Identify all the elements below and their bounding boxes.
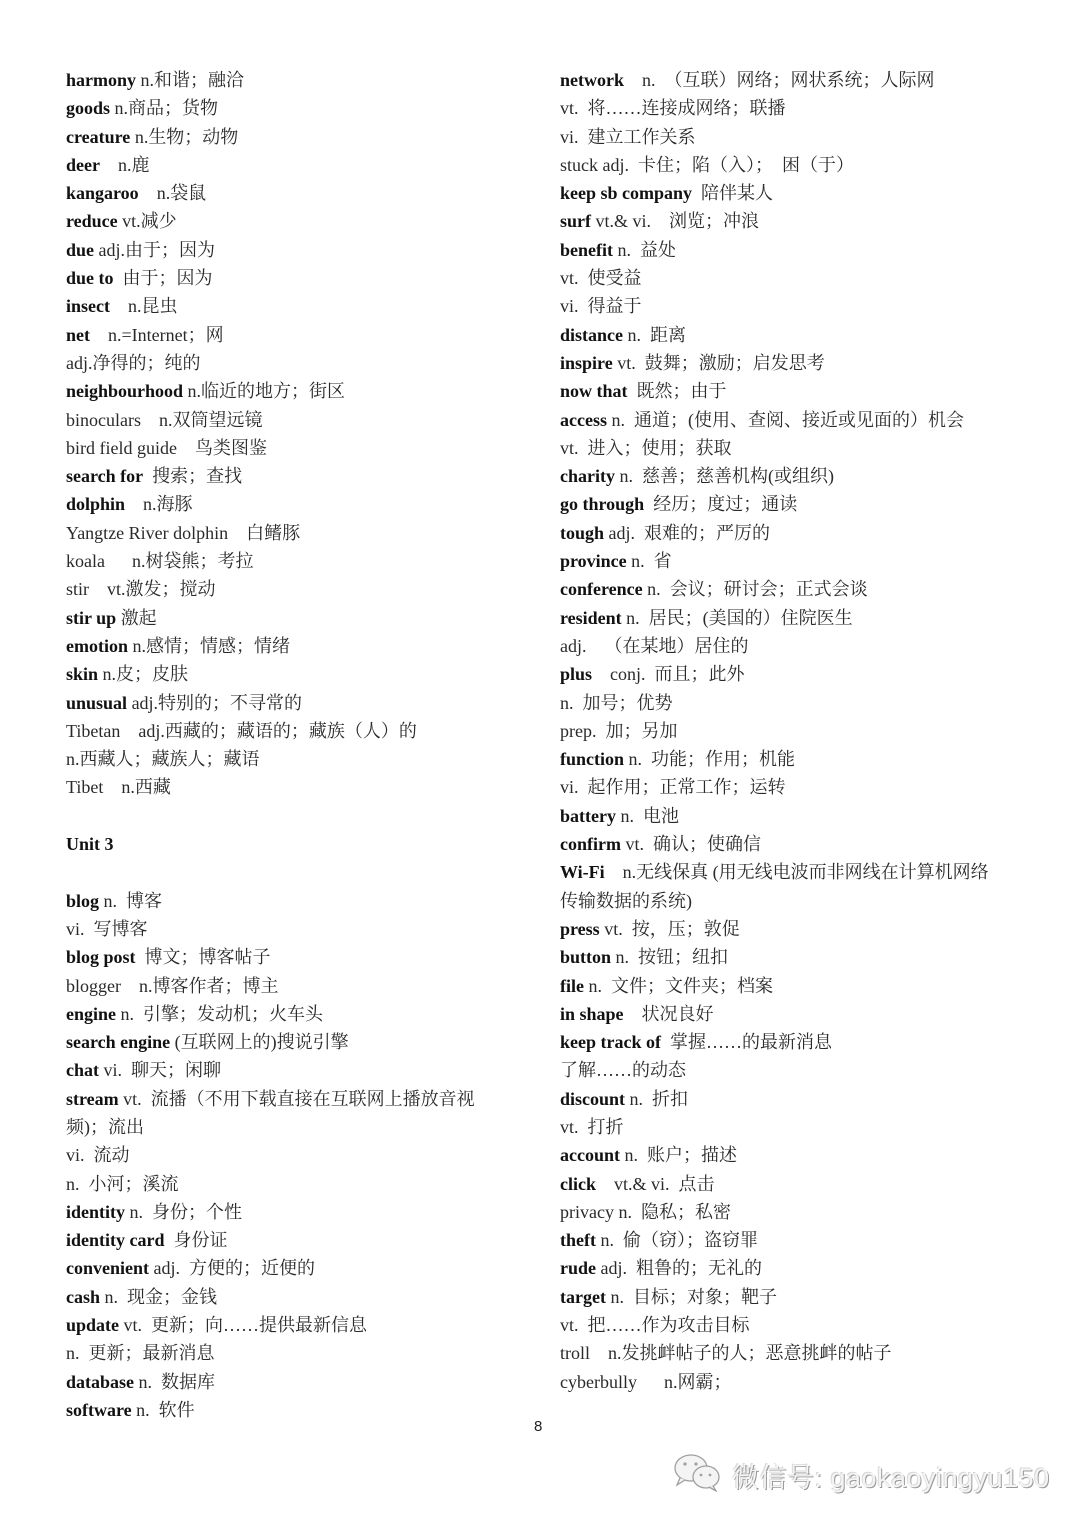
- vocab-term: reduce: [66, 211, 118, 232]
- vocab-term: keep track of: [560, 1032, 661, 1053]
- vocab-definition: n. 身份；个性: [125, 1201, 243, 1222]
- vocab-entry: [66, 1170, 536, 1198]
- vocab-term: cash: [66, 1286, 101, 1307]
- vocab-definition: adj. （在某地）居住的: [560, 635, 749, 656]
- vocab-definition: adj. 艰难的；严厉的: [604, 522, 771, 543]
- vocab-term: dolphin: [66, 494, 126, 515]
- vocab-definition: bird field guide 鸟类图鉴: [66, 437, 267, 458]
- vocab-definition: 搜索；查找: [143, 466, 243, 487]
- vocab-definition: n.感情；情感；情绪: [128, 635, 290, 656]
- vocab-term: keep sb company: [560, 183, 693, 204]
- vocab-definition: Tibet n.西藏: [66, 777, 171, 798]
- vocab-term: harmony: [66, 70, 137, 90]
- vocab-entry: [66, 321, 536, 349]
- vocab-term: access: [560, 409, 607, 430]
- vocab-definition: vt. 使受益: [560, 268, 642, 289]
- vocab-entry: [560, 406, 1030, 434]
- vocab-entry: [560, 123, 1030, 151]
- vocab-definition: 既然；由于: [627, 381, 727, 402]
- vocab-definition: vi. 写博客: [66, 918, 148, 939]
- vocab-term: conference: [560, 579, 643, 600]
- vocab-term: go through: [560, 494, 645, 515]
- vocab-definition: binoculars n.双筒望远镜: [66, 409, 263, 430]
- vocab-definition: vi. 得益于: [560, 296, 642, 317]
- vocab-definition: cyberbully n.网霸；: [560, 1371, 732, 1392]
- vocab-definition: n.和谐；融洽: [136, 70, 245, 90]
- vocab-term: engine: [66, 1003, 117, 1024]
- vocab-entry: [560, 887, 1030, 915]
- vocab-entry: [66, 490, 536, 518]
- vocab-definition: 经历；度过；通读: [644, 494, 798, 515]
- vocab-entry: [560, 264, 1030, 292]
- vocab-term: surf: [560, 211, 591, 232]
- vocab-entry: [560, 1368, 1030, 1396]
- vocab-term: kangaroo: [66, 183, 139, 204]
- vocab-entry: [66, 1113, 536, 1141]
- vocab-definition: stir vt.激发；搅动: [66, 579, 216, 600]
- vocab-term: update: [66, 1315, 120, 1336]
- vocab-term: file: [560, 975, 584, 996]
- vocab-entry: [560, 207, 1030, 235]
- vocab-definition: adj.由于；因为: [94, 239, 216, 260]
- vocab-definition: n. 电池: [615, 805, 679, 826]
- vocab-entry: [560, 1254, 1030, 1282]
- vocab-term: battery: [560, 805, 616, 826]
- vocab-term: confirm: [560, 834, 621, 855]
- vocab-definition: 频)；流出: [66, 1116, 144, 1137]
- vocab-entry: [560, 151, 1030, 179]
- vocab-term: benefit: [560, 239, 613, 260]
- vocab-entry: [66, 632, 536, 660]
- vocab-definition: n. 数据库: [134, 1371, 216, 1392]
- vocab-term: now that: [560, 381, 628, 402]
- vocab-term: software: [66, 1399, 132, 1420]
- vocab-entry: [66, 717, 536, 745]
- vocab-definition: 掌握……的最新消息: [660, 1032, 832, 1053]
- vocab-definition: vt.减少: [117, 211, 177, 232]
- vocab-entry: [560, 321, 1030, 349]
- vocab-entry: [560, 660, 1030, 688]
- vocab-entry: [560, 1113, 1030, 1141]
- vocab-term: net: [66, 324, 90, 345]
- vocab-definition: 身份证: [164, 1230, 228, 1251]
- vocab-definition: n. 加号；优势: [560, 692, 673, 713]
- vocab-definition: n. 居民；(美国的）住院医生: [621, 607, 853, 628]
- vocab-definition: n.袋鼠: [138, 183, 207, 204]
- vocab-entry: [66, 179, 536, 207]
- vocab-definition: n.皮；皮肤: [98, 664, 189, 685]
- vocab-entry: [66, 519, 536, 547]
- vocab-term: resident: [560, 607, 622, 628]
- vocab-entry: [66, 406, 536, 434]
- vocab-term: press: [560, 918, 600, 939]
- vocab-entry: [560, 745, 1030, 773]
- vocab-term: inspire: [560, 352, 613, 373]
- vocab-entry: [560, 717, 1030, 745]
- vocab-entry: [560, 434, 1030, 462]
- vocab-term: distance: [560, 324, 623, 345]
- vocab-definition: privacy n. 隐私；私密: [560, 1201, 731, 1222]
- vocab-entry: [560, 1226, 1030, 1254]
- vocab-definition: vt.& vi. 浏览；冲浪: [591, 211, 760, 232]
- vocab-entry: [66, 1141, 536, 1169]
- vocab-term: plus: [560, 664, 593, 685]
- vocab-definition: n. 距离: [623, 324, 686, 345]
- vocab-entry: [66, 575, 536, 603]
- vocab-definition: vt. 打折: [560, 1116, 624, 1137]
- vocab-entry: [560, 1170, 1030, 1198]
- wechat-icon: [672, 1452, 724, 1499]
- vocab-definition: 状况良好: [623, 1003, 714, 1024]
- vocab-entry: [560, 604, 1030, 632]
- vocab-term: skin: [66, 664, 99, 685]
- vocab-definition: n. 偷（窃）；盗窃罪: [595, 1230, 758, 1251]
- vocab-definition: conj. 而且；此外: [592, 664, 745, 685]
- vocab-definition: n. 小河；溪流: [66, 1173, 179, 1194]
- vocab-definition: vi. 聊天；闲聊: [99, 1060, 222, 1081]
- vocab-entry: [560, 1141, 1030, 1169]
- vocab-term: unusual: [66, 692, 128, 713]
- vocab-entry: [66, 689, 536, 717]
- vocab-entry: [560, 292, 1030, 320]
- vocab-definition: adj. 粗鲁的；无礼的: [596, 1258, 762, 1279]
- vocab-entry: [66, 1396, 536, 1424]
- vocab-definition: n. 折扣: [625, 1088, 689, 1109]
- vocab-definition: blogger n.博客作者；博主: [66, 975, 279, 996]
- vocab-entry: [66, 236, 536, 264]
- vocab-definition: 了解……的动态: [560, 1060, 686, 1081]
- vocab-definition: n.昆虫: [110, 296, 178, 317]
- vocab-entry: [66, 1085, 536, 1113]
- vocab-definition: vi. 流动: [66, 1145, 130, 1166]
- vocab-entry: [66, 1368, 536, 1396]
- vocab-entry: [560, 689, 1030, 717]
- vocab-entry: [66, 915, 536, 943]
- vocab-entry: [66, 377, 536, 405]
- vocab-definition: vt. 进入；使用；获取: [560, 437, 732, 458]
- vocab-entry: [560, 1085, 1030, 1113]
- vocab-entry: [66, 1339, 536, 1367]
- vocab-definition: 由于；因为: [113, 268, 213, 289]
- right-column: [560, 66, 1030, 1396]
- vocab-term: theft: [560, 1230, 596, 1251]
- vocab-definition: troll n.发挑衅帖子的人；恶意挑衅的帖子: [560, 1343, 892, 1364]
- vocab-definition: n. 慈善；慈善机构(或组织): [614, 466, 834, 487]
- vocab-entry: [66, 1056, 536, 1084]
- vocab-entry: [560, 802, 1030, 830]
- vocab-term: search for: [66, 466, 144, 487]
- vocab-entry: [66, 1226, 536, 1254]
- vocab-entry: [560, 66, 1030, 94]
- vocab-entry: [66, 972, 536, 1000]
- vocab-term: click: [560, 1173, 596, 1194]
- vocab-entry: [560, 915, 1030, 943]
- vocab-term: Wi-Fi: [560, 862, 605, 883]
- vocab-entry: [560, 632, 1030, 660]
- vocab-term: charity: [560, 466, 615, 487]
- vocab-definition: vt. 将……连接成网络；联播: [560, 98, 786, 119]
- section-heading: [66, 830, 536, 858]
- vocab-definition: n.鹿: [99, 154, 150, 175]
- vocab-definition: n. 通道；(使用、查阅、接近或见面的）机会: [606, 409, 964, 430]
- vocab-entry: [66, 1311, 536, 1339]
- vocab-term: discount: [560, 1088, 626, 1109]
- vocab-definition: 传输数据的系统): [560, 890, 692, 911]
- vocab-definition: vi. 起作用；正常工作；运转: [560, 777, 786, 798]
- vocab-entry: [66, 94, 536, 122]
- vocab-term: emotion: [66, 635, 128, 656]
- vocab-definition: n. 现金；金钱: [100, 1286, 218, 1307]
- vocab-definition: n. 账户；描述: [620, 1145, 737, 1166]
- vocab-entry: [66, 434, 536, 462]
- vocab-term: due: [66, 239, 95, 260]
- vocab-term: convenient: [66, 1258, 149, 1279]
- vocab-definition: vi. 建立工作关系: [560, 126, 696, 147]
- vocab-definition: vt. 鼓舞；激励；启发思考: [612, 352, 825, 373]
- vocab-definition: n. 按钮；纽扣: [611, 947, 729, 968]
- vocab-term: network: [560, 70, 624, 90]
- vocab-term: province: [560, 551, 627, 572]
- vocab-term: account: [560, 1145, 620, 1166]
- vocab-definition: n. （互联）网络；网状系统；人际网: [624, 70, 935, 90]
- vocab-term: identity card: [66, 1230, 165, 1251]
- vocab-definition: vt. 按，压；敦促: [599, 918, 740, 939]
- vocab-definition: n.=Internet；网: [90, 324, 224, 345]
- vocab-entry: [66, 292, 536, 320]
- vocab-entry: [66, 1283, 536, 1311]
- vocab-definition: n. 博客: [99, 890, 163, 911]
- vocab-definition: vt. 更新；向……提供最新信息: [119, 1315, 368, 1336]
- vocab-entry: [560, 1198, 1030, 1226]
- vocab-entry: [560, 547, 1030, 575]
- vocab-definition: vt. 确认；使确信: [620, 834, 761, 855]
- vocab-term: goods: [66, 98, 111, 119]
- left-column: [66, 66, 536, 1424]
- vocab-definition: koala n.树袋熊；考拉: [66, 551, 254, 572]
- vocab-term: in shape: [560, 1003, 624, 1024]
- vocab-definition: prep. 加；另加: [560, 720, 678, 741]
- vocab-term: rude: [560, 1258, 596, 1279]
- vocab-entry: [560, 773, 1030, 801]
- vocab-entry: [560, 490, 1030, 518]
- vocab-entry: [66, 887, 536, 915]
- vocab-entry: [66, 943, 536, 971]
- vocab-entry: [560, 462, 1030, 490]
- vocab-definition: n.无线保真 (用无线电波而非网线在计算机网络: [604, 862, 989, 883]
- vocab-entry: [560, 1056, 1030, 1084]
- vocab-entry: [66, 1028, 536, 1056]
- vocab-entry: [66, 773, 536, 801]
- vocab-definition: n. 引擎；发动机；火车头: [116, 1003, 324, 1024]
- vocab-term: creature: [66, 126, 131, 147]
- vocab-entry: [66, 660, 536, 688]
- vocab-definition: n.临近的地方；街区: [183, 381, 346, 402]
- vocab-definition: n. 省: [626, 551, 672, 572]
- vocab-term: button: [560, 947, 612, 968]
- vocab-definition: (互联网上的)搜说引擎: [170, 1032, 349, 1053]
- vocab-entry: [560, 972, 1030, 1000]
- vocab-definition: adj.净得的；纯的: [66, 352, 201, 373]
- vocab-entry: [66, 547, 536, 575]
- vocab-definition: 激起: [116, 607, 157, 628]
- vocab-entry: [66, 604, 536, 632]
- vocab-entry: [560, 1311, 1030, 1339]
- vocab-definition: n. 益处: [613, 239, 676, 260]
- vocab-entry: [66, 349, 536, 377]
- vocab-definition: n. 会议；研讨会；正式会谈: [642, 579, 868, 600]
- vocab-entry: [560, 519, 1030, 547]
- blank-line: [66, 802, 536, 830]
- vocab-entry: [66, 1254, 536, 1282]
- vocab-term: target: [560, 1286, 606, 1307]
- vocab-definition: n.生物；动物: [130, 126, 239, 147]
- vocab-entry: [560, 94, 1030, 122]
- vocab-definition: vt. 流播（不用下载直接在互联网上播放音视: [118, 1088, 475, 1109]
- vocab-definition: Tibetan adj.西藏的；藏语的；藏族（人）的: [66, 720, 417, 741]
- vocab-term: identity: [66, 1201, 126, 1222]
- vocab-term: stream: [66, 1088, 119, 1109]
- vocab-definition: vt. 把……作为攻击目标: [560, 1315, 750, 1336]
- vocab-definition: n. 文件；文件夹；档案: [584, 975, 773, 996]
- vocab-entry: [560, 858, 1030, 886]
- watermark-text: 微信号: gaokaoyingyu150: [732, 1463, 1050, 1493]
- vocab-definition: n. 软件: [131, 1399, 195, 1420]
- page-number: 8: [534, 1418, 543, 1435]
- vocab-definition: n. 更新；最新消息: [66, 1343, 215, 1364]
- vocab-term: neighbourhood: [66, 381, 184, 402]
- vocab-entry: [560, 1000, 1030, 1028]
- vocab-entry: [66, 462, 536, 490]
- vocab-entry: [560, 943, 1030, 971]
- vocab-entry: [66, 1000, 536, 1028]
- vocab-term: tough: [560, 522, 605, 543]
- vocab-term: chat: [66, 1060, 99, 1081]
- vocab-entry: [560, 1283, 1030, 1311]
- vocab-term: stir up: [66, 607, 117, 628]
- vocab-entry: [66, 66, 536, 94]
- vocab-term: blog: [66, 890, 100, 911]
- vocab-entry: [66, 1198, 536, 1226]
- vocab-definition: n.海豚: [125, 494, 193, 515]
- vocab-definition: n. 目标；对象；靶子: [605, 1286, 777, 1307]
- unit-heading: Unit 3: [66, 834, 114, 855]
- vocab-entry: [66, 264, 536, 292]
- vocab-entry: [560, 377, 1030, 405]
- vocab-term: due to: [66, 268, 114, 289]
- vocab-entry: [560, 349, 1030, 377]
- watermark: [672, 1452, 1050, 1499]
- vocab-term: deer: [66, 154, 100, 175]
- vocab-entry: [66, 151, 536, 179]
- vocab-definition: 博文；博客帖子: [135, 947, 271, 968]
- vocab-entry: [560, 179, 1030, 207]
- vocab-term: database: [66, 1371, 135, 1392]
- vocab-term: insect: [66, 296, 110, 317]
- vocab-term: blog post: [66, 947, 136, 968]
- vocab-definition: 陪伴某人: [692, 183, 774, 204]
- vocab-term: search engine: [66, 1032, 171, 1053]
- blank-line: [66, 858, 536, 886]
- vocab-definition: n.西藏人；藏族人；藏语: [66, 749, 260, 770]
- vocab-definition: vt.& vi. 点击: [596, 1173, 715, 1194]
- vocab-entry: [66, 207, 536, 235]
- vocab-entry: [560, 830, 1030, 858]
- vocab-definition: adj.特别的；不寻常的: [127, 692, 303, 713]
- vocab-entry: [560, 1339, 1030, 1367]
- vocab-definition: adj. 方便的；近便的: [149, 1258, 315, 1279]
- vocab-entry: [560, 236, 1030, 264]
- vocab-term: function: [560, 749, 625, 770]
- vocab-definition: n. 功能；作用；机能: [624, 749, 796, 770]
- vocab-definition: Yangtze River dolphin 白鳍豚: [66, 522, 301, 543]
- vocab-entry: [560, 1028, 1030, 1056]
- vocab-entry: [560, 575, 1030, 603]
- vocab-definition: stuck adj. 卡住；陷（入）； 困（于）: [560, 154, 854, 175]
- vocab-entry: [66, 123, 536, 151]
- vocab-definition: n.商品；货物: [110, 98, 219, 119]
- vocab-entry: [66, 745, 536, 773]
